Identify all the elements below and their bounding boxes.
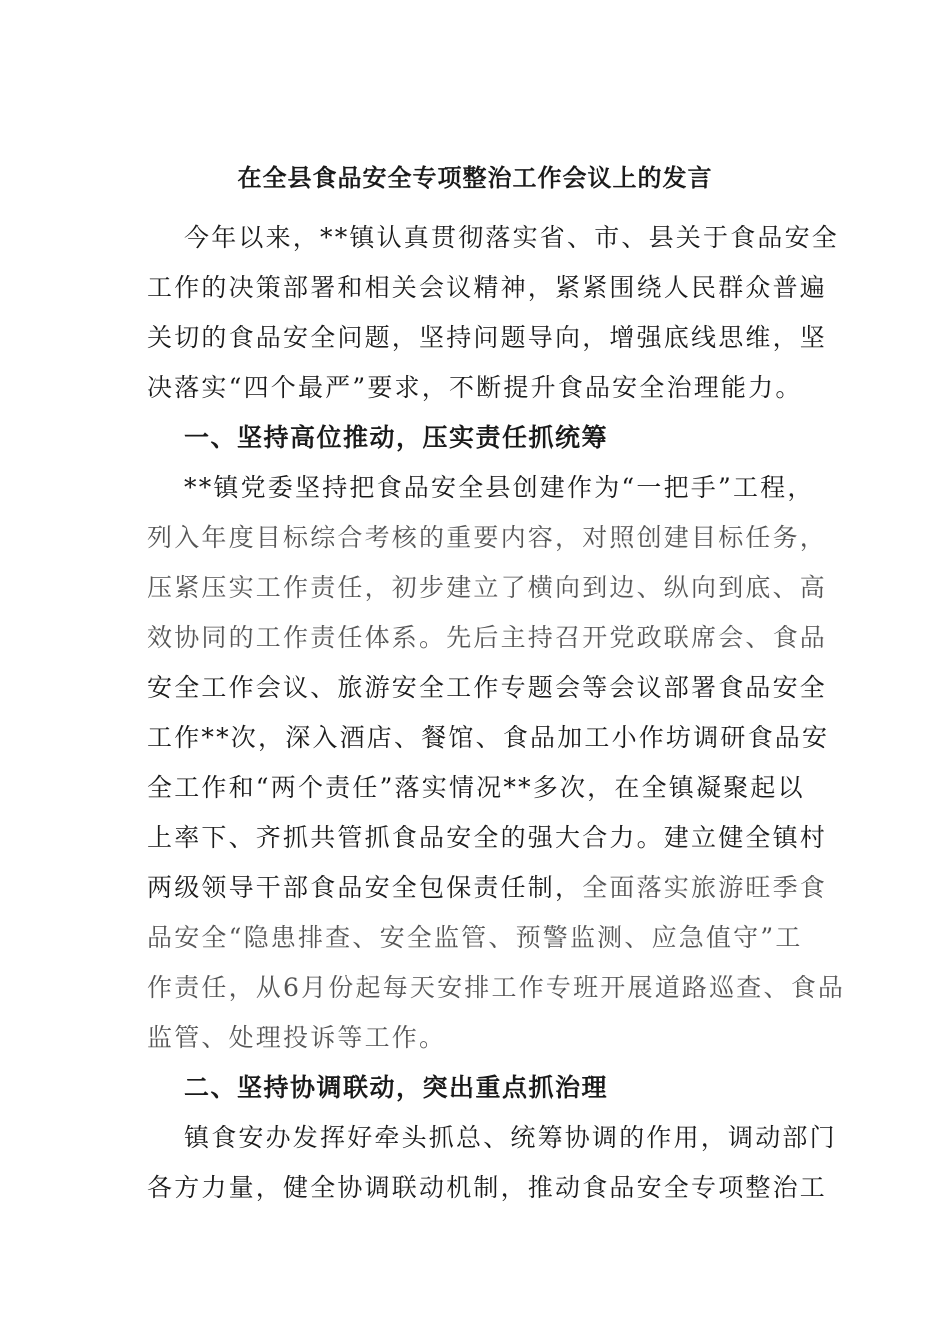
paragraph-line: 安全工作会议、旅游安全工作专题会等会议部署食品安全 xyxy=(147,673,828,702)
paragraph-line: 监管、处理投诉等工作。 xyxy=(147,1023,447,1052)
paragraph-line: 上率下、齐抓共管抓食品安全的强大合力。建立健全镇村 xyxy=(147,823,828,852)
paragraph-line: **镇党委坚持把食品安全县创建作为“一把手”工程， xyxy=(184,473,815,502)
paragraph-line: 决落实“四个最严”要求，不断提升食品安全治理能力。 xyxy=(147,373,803,402)
section-1-paragraph xyxy=(147,463,846,1063)
paragraph-line: 今年以来，**镇认真贯彻落实省、市、县关于食品安全 xyxy=(184,223,840,252)
paragraph-line: 列入年度目标综合考核的重要内容，对照创建目标任务， xyxy=(147,523,828,552)
paragraph-line xyxy=(147,863,828,913)
paragraph-line: 作责任，从6月份起每天安排工作专班开展道路巡查、食品 xyxy=(147,973,846,1002)
paragraph-line: 品安全“隐患排查、安全监管、预警监测、应急值守”工 xyxy=(147,923,803,952)
line-segment: 两级领导干部食品安全包保责任制， xyxy=(147,873,583,902)
intro-paragraph xyxy=(147,213,840,413)
paragraph-line: 工作**次，深入酒店、餐馆、食品加工小作坊调研食品安 xyxy=(147,723,830,752)
paragraph-line: 关切的食品安全问题，坚持问题导向，增强底线思维，坚 xyxy=(147,323,828,352)
paragraph-line: 效协同的工作责任体系。先后主持召开党政联席会、食品 xyxy=(147,623,828,652)
paragraph-line: 压紧压实工作责任，初步建立了横向到边、纵向到底、高 xyxy=(147,573,828,602)
section-2-paragraph xyxy=(147,1113,837,1213)
section-2-heading: 二、坚持协调联动，突出重点抓治理 xyxy=(184,1073,609,1102)
section-1-heading: 一、坚持高位推动，压实责任抓统筹 xyxy=(184,423,609,452)
paragraph-line: 各方力量，健全协调联动机制，推动食品安全专项整治工 xyxy=(147,1173,828,1202)
paragraph-line: 工作的决策部署和相关会议精神，紧紧围绕人民群众普遍 xyxy=(147,273,828,302)
document-title: 在全县食品安全专项整治工作会议上的发言 xyxy=(237,163,713,192)
paragraph-line: 镇食安办发挥好牵头抓总、统筹协调的作用，调动部门 xyxy=(184,1123,837,1152)
paragraph-line: 全工作和“两个责任”落实情况**多次，在全镇凝聚起以 xyxy=(147,773,805,802)
line-segment: 全面落实旅游旺季食 xyxy=(582,873,828,902)
